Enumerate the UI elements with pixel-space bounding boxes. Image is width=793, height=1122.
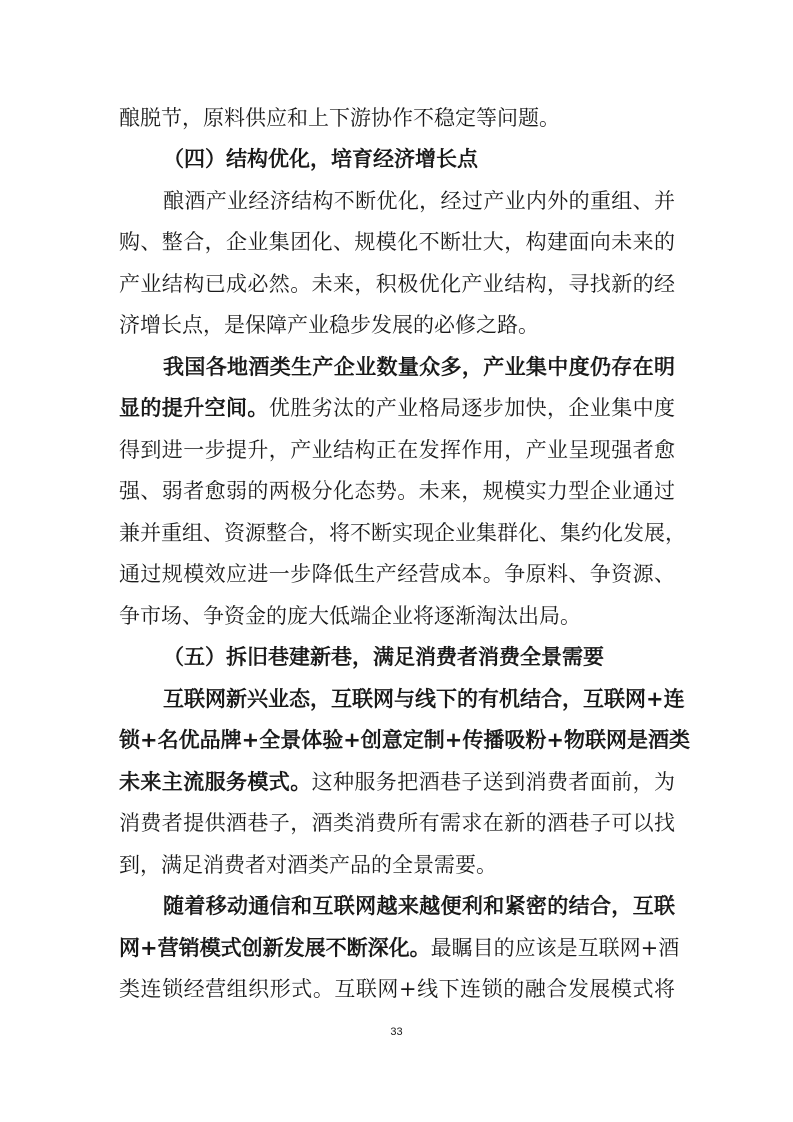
paragraph-line-mixed [119,768,675,796]
regular-phrase: 优胜劣汰的产业格局逐步加快，企业集中度 [268,396,676,420]
paragraph-line: 兼并重组、资源整合，将不断实现企业集群化、集约化发展， [119,521,686,545]
paragraph-line: 酿脱节，原料供应和上下游协作不稳定等问题。 [119,106,560,130]
paragraph-line: 到，满足消费者对酒类产品的全景需要。 [119,853,497,877]
paragraph-line-mixed [119,934,680,962]
regular-phrase: 最瞩目的应该是互联网+酒 [430,936,680,960]
paragraph-line: 通过规模效应进一步降低生产经营成本。争原料、争资源、 [119,562,675,586]
paragraph-line: 消费者提供酒巷子，酒类消费所有需求在新的酒巷子可以找 [119,811,675,835]
paragraph-line-bold: 互联网新兴业态，互联网与线下的有机结合，互联网+连 [163,687,685,711]
paragraph-line-bold: 我国各地酒类生产企业数量众多，产业集中度仍存在明 [163,355,675,379]
paragraph-line-bold: 随着移动通信和互联网越来越便利和紧密的结合，互联 [163,894,675,918]
paragraph-line: 济增长点，是保障产业稳步发展的必修之路。 [119,313,539,337]
regular-phrase: 这种服务把酒巷子送到消费者面前，为 [311,770,676,794]
paragraph-line: 类连锁经营组织形式。互联网+线下连锁的融合发展模式将 [119,977,675,1001]
page-number: 33 [390,1026,403,1038]
paragraph-line: 产业结构已成必然。未来，积极优化产业结构，寻找新的经 [119,272,675,296]
paragraph-line: 得到进一步提升，产业结构正在发挥作用，产业呈现强者愈 [119,438,675,462]
section-heading-4: （四）结构优化，培育经济增长点 [163,147,478,171]
paragraph-line: 酿酒产业经济结构不断优化，经过产业内外的重组、并 [163,189,675,213]
paragraph-line: 购、整合，企业集团化、规模化不断壮大，构建面向未来的 [119,230,675,254]
paragraph-line: 争市场、争资金的庞大低端企业将逐渐淘汰出局。 [119,604,581,628]
section-heading-5: （五）拆旧巷建新巷，满足消费者消费全景需要 [163,645,604,669]
paragraph-line-mixed [119,394,675,422]
bold-phrase: 显的提升空间。 [119,396,269,420]
paragraph-line: 强、弱者愈弱的两极分化态势。未来，规模实力型企业通过 [119,479,675,503]
bold-phrase: 未来主流服务模式。 [119,770,312,794]
paragraph-line-bold: 锁+名优品牌+全景体验+创意定制+传播吸粉+物联网是酒类 [119,728,690,752]
bold-phrase: 网+营销模式创新发展不断深化。 [119,936,431,960]
